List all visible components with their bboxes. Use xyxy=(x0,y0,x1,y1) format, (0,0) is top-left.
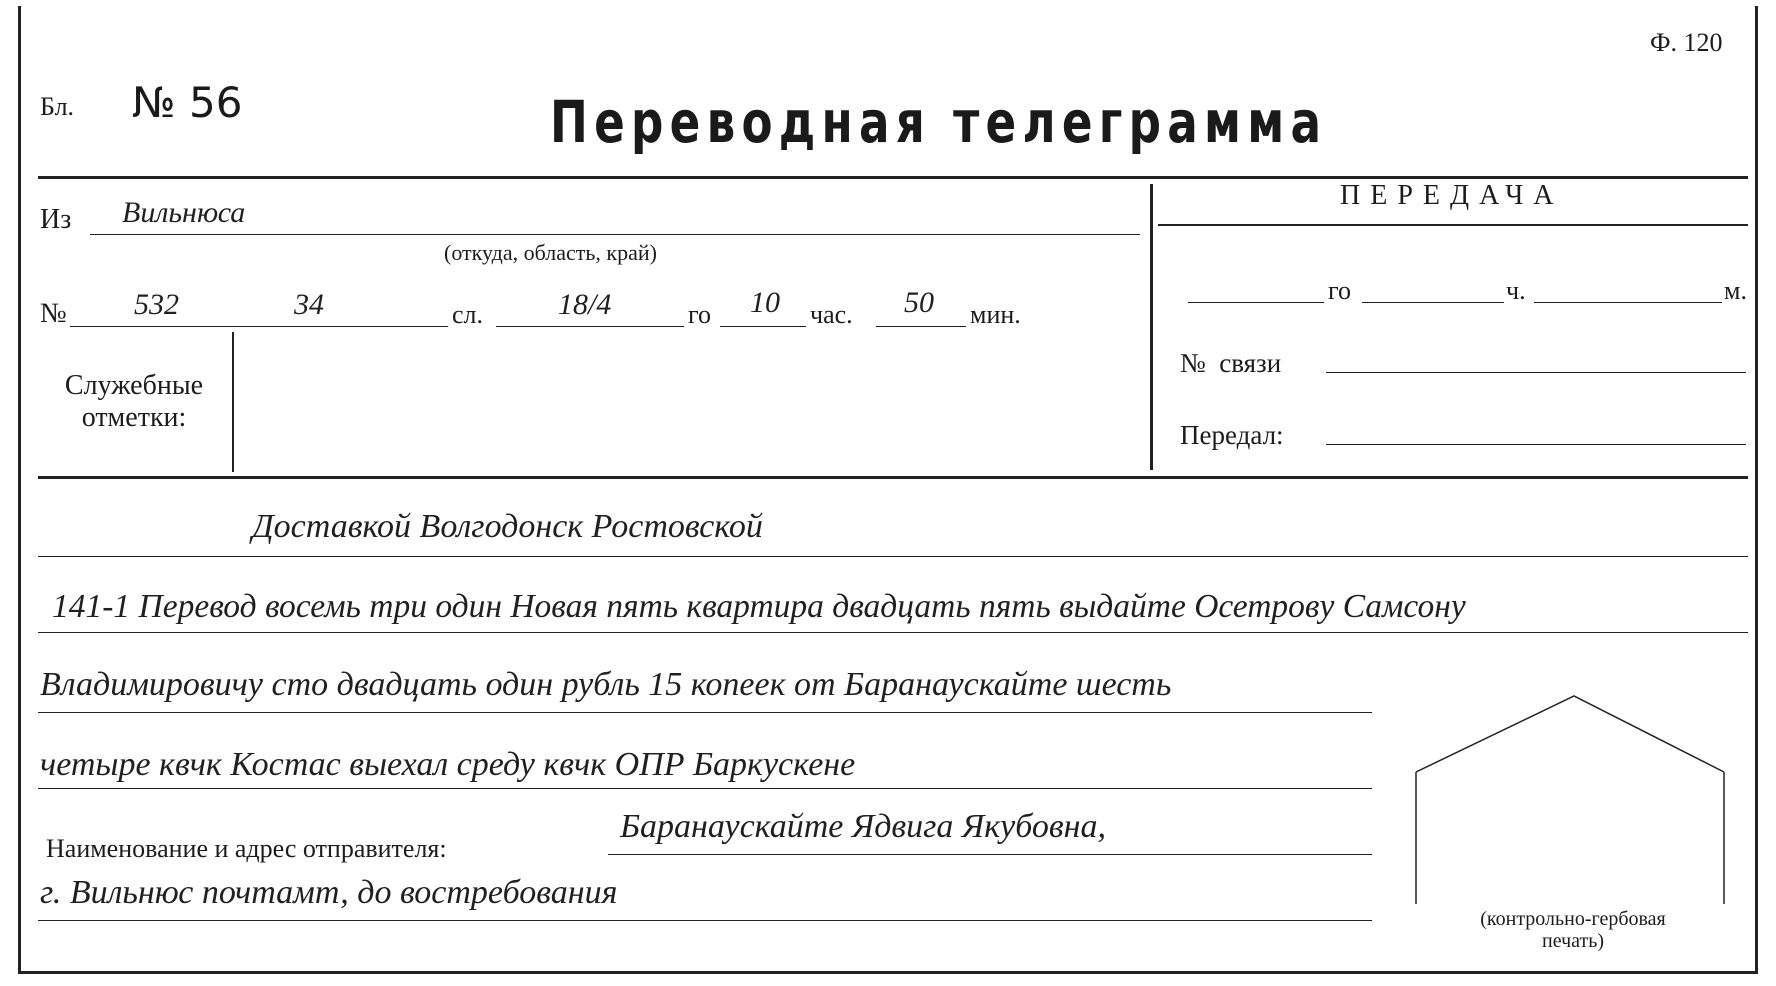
service-marks-divider xyxy=(232,332,234,472)
sent-by-label: Передал: xyxy=(1180,420,1284,450)
sender-address[interactable]: г. Вильнюс почтамт, до востребования xyxy=(40,874,618,911)
blank-label: Бл. xyxy=(40,92,75,121)
message-line-3[interactable]: четыре квчк Костас выехал среду квчк ОПР Баркускене xyxy=(40,746,856,783)
transmission-rule xyxy=(1158,224,1748,226)
message-top-rule xyxy=(38,476,1748,479)
stamp-caption-line-1: (контрольно-гербовая xyxy=(1480,908,1666,930)
transmission-heading: ПЕРЕДАЧА xyxy=(1340,180,1564,211)
header-rule xyxy=(38,176,1748,179)
number-value[interactable]: 532 xyxy=(134,288,179,321)
message-line-1[interactable]: 141-1 Перевод восемь три один Новая пять квартира двадцать пять выдайте Осетрову Самсону xyxy=(52,588,1466,625)
trans-hour-underline xyxy=(1362,302,1504,303)
trans-minute-underline xyxy=(1534,302,1722,303)
number-label: № xyxy=(40,298,67,329)
message-line-2[interactable]: Владимировичу сто двадцать один рубль 15 копеек от Баранаускайте шесть xyxy=(40,666,1172,703)
minute-underline xyxy=(876,326,966,327)
date-value[interactable]: 18/4 xyxy=(558,288,612,321)
sent-by-underline xyxy=(1326,444,1746,445)
words-value[interactable]: 34 xyxy=(294,288,324,321)
sender-name[interactable]: Баранаускайте Ядвига Якубовна, xyxy=(620,808,1107,845)
date-underline xyxy=(496,326,684,327)
from-hint: (откуда, область, край) xyxy=(444,240,657,265)
number-underline xyxy=(70,326,448,327)
stamp-frame xyxy=(1410,690,1736,912)
minute-value[interactable]: 50 xyxy=(904,286,934,319)
date-label: го xyxy=(688,300,712,329)
form-code: Ф. 120 xyxy=(1650,28,1723,57)
trans-go-underline xyxy=(1188,302,1324,303)
hour-label: час. xyxy=(810,300,853,329)
from-value[interactable]: Вильнюса xyxy=(122,196,246,229)
message-line-3-underline xyxy=(38,788,1372,789)
delivery-underline xyxy=(38,556,1748,557)
page-title: Переводная телеграмма xyxy=(550,88,1328,156)
hour-underline xyxy=(720,326,806,327)
message-line-2-underline xyxy=(38,712,1372,713)
minute-label: мин. xyxy=(970,300,1021,329)
stamp-caption-line-2: печать) xyxy=(1541,930,1605,952)
words-label: сл. xyxy=(452,300,484,329)
stamp-caption xyxy=(1410,908,1736,952)
sender-name-underline xyxy=(608,854,1372,855)
link-number-label: № связи xyxy=(1180,348,1282,378)
section-divider xyxy=(1150,184,1153,470)
sender-address-underline xyxy=(38,920,1372,921)
trans-hour-label: ч. xyxy=(1506,276,1526,305)
blank-number: № 56 xyxy=(132,78,243,127)
from-label: Из xyxy=(40,204,72,235)
trans-minute-label: м. xyxy=(1724,276,1747,305)
hour-value[interactable]: 10 xyxy=(750,286,780,319)
service-marks-label: Служебные отметки: xyxy=(64,370,204,433)
trans-go-label: го xyxy=(1328,276,1352,305)
link-number-underline xyxy=(1326,372,1746,373)
message-line-1-underline xyxy=(38,632,1748,633)
from-underline xyxy=(90,234,1140,235)
delivery-line[interactable]: Доставкой Волгодонск Ростовской xyxy=(252,508,763,545)
sender-label: Наименование и адрес отправителя: xyxy=(46,834,447,863)
